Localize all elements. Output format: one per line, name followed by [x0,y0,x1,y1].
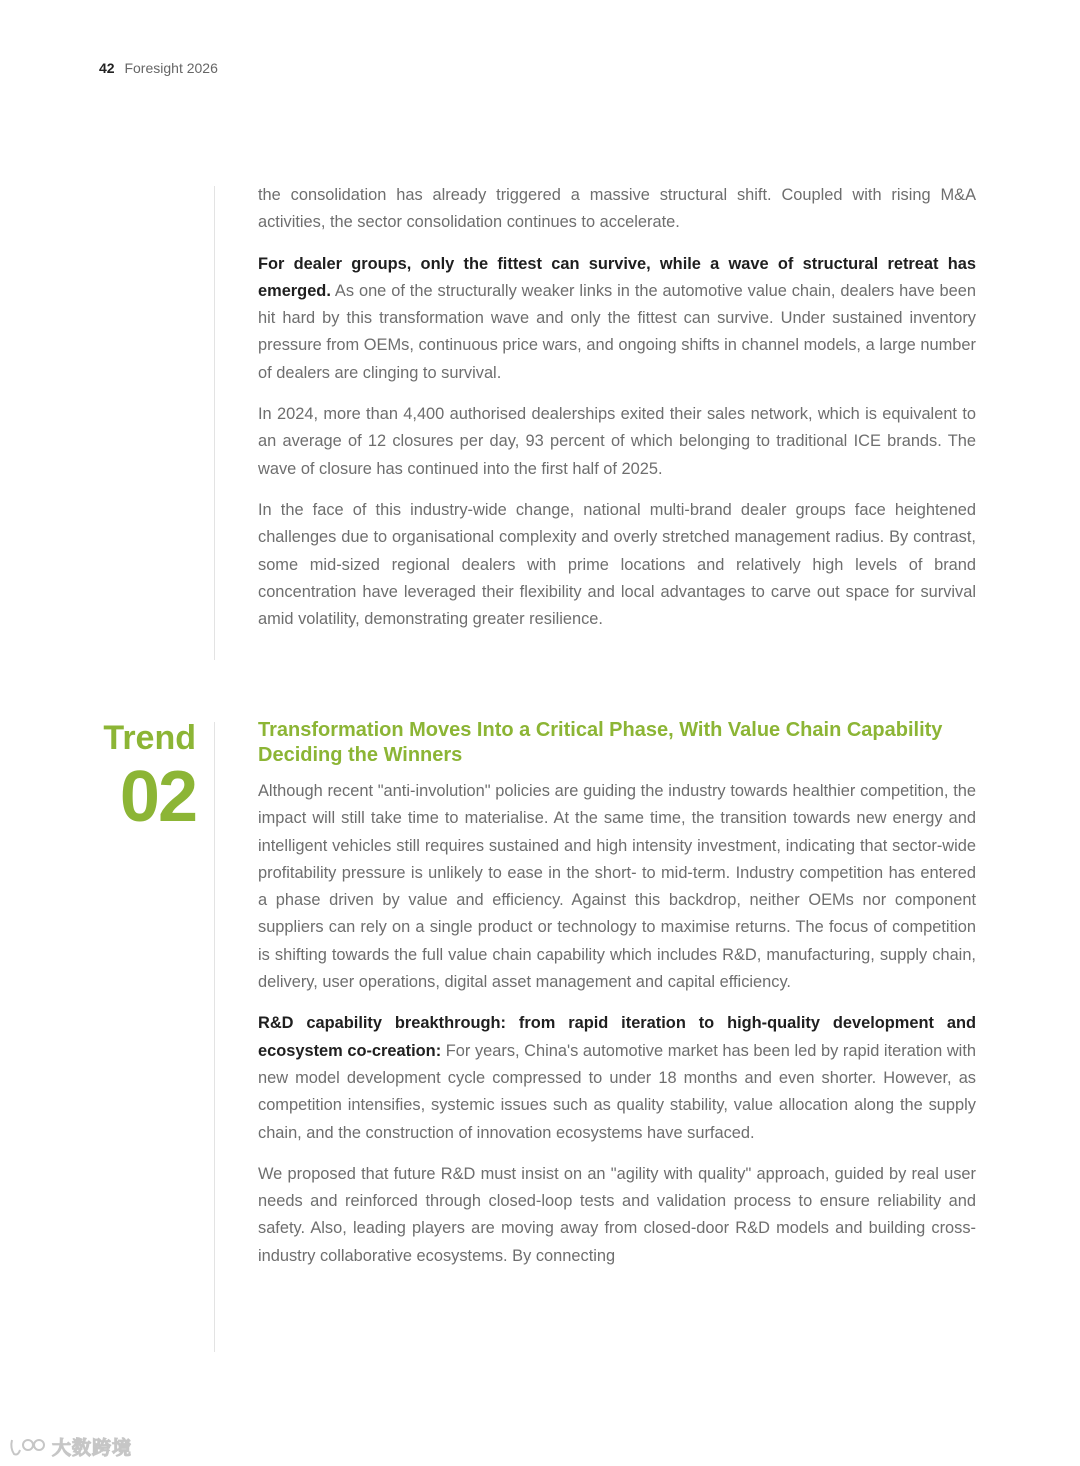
publication-title: Foresight 2026 [124,60,218,76]
paragraph-anti-involution: Although recent "anti-involution" policies are guiding the industry towards healthier competition, the impact will still take time to materialise. At the same time, the transition towards new energy and intelligent vehicles still requires sustained and high intensity investment, indicating that sector-wide profitability pressure is unlikely to ease in the short- to mid-term. Industry competition has entered a phase driven by value and efficiency. Against this backdrop, neither OEMs nor component suppliers can rely on a single product or technology to maximise returns. The focus of competition is shifting towards the full value chain capability which includes R&D, manufacturing, supply chain, delivery, user operations, digital asset management and capital efficiency. [258,782,976,992]
paragraph-dealer-groups-lead: For dealer groups, only the fittest can survive, while a wave of structural retreat has emerged. [258,254,976,300]
paragraph-rd-capability-lead: R&D capability breakthrough: from rapid iteration to high-quality development and ecosystem co-creation: [258,1014,976,1060]
paragraph-agility-quality: We proposed that future R&D must insist on an "agility with quality" approach, guided by real user needs and reinforced through closed-loop tests and validation process to ensure reliability and safety. Also, leading players are moving away from closed-door R&D models and building cross-industry collaborative ecosystems. By connecting [258,1164,976,1265]
paragraph-regional-dealers: In the face of this industry-wide change, national multi-brand dealer groups face heightened challenges due to organisational complexity and overly stretched management radius. By contrast, some mid-sized regional dealers with prime locations and relatively high levels of brand concentration have leveraged their flexibility and local advantages to carve out space for survival amid volatility, demonstrating greater resilience. [258,500,976,629]
watermark-text: 大数跨境 [52,1437,133,1459]
page-header [99,60,218,76]
paragraph-rd-capability-body: For years, China's automotive market has been led by rapid iteration with new model development cycle compressed to under 18 months and even shorter. However, as competition intensifies, systemic issues such as quality stability, value allocation along the supply chain, and the construction of innovation ecosystems have surfaced. [258,1041,976,1142]
body-text-trend [258,718,976,1284]
paragraph-dealership-exits: In 2024, more than 4,400 authorised dealerships exited their sales network, which is equivalent to an average of 12 closures per day, 93 percent of which belonging to traditional ICE brands. The wave of closure has continued into the first half of 2025. [258,405,976,478]
trend-number: 02 [119,757,196,837]
body-text-top [258,182,976,647]
paragraph-consolidation: the consolidation has already triggered a massive structural shift. Coupled with rising M&A activities, the sector consolidation continues to accelerate. [258,186,976,232]
watermark-logo-icon [8,1436,48,1458]
paragraph-rd-capability [258,1010,976,1146]
paragraph-dealer-groups [258,251,976,387]
watermark [8,1433,132,1460]
trend-label: Trend [103,719,196,757]
page-number: 42 [99,60,115,76]
section-heading: Transformation Moves Into a Critical Phase, With Value Chain Capability Deciding the Winners [258,719,943,766]
paragraph-dealer-groups-body: As one of the structurally weaker links in the automotive value chain, dealers have been hit hard by this transformation wave and only the fittest can survive. Under sustained inventory pressure from OEMs, continuous price wars, and ongoing shifts in channel models, a large number of dealers are clinging to survival. [258,281,976,382]
margin-rule-bottom [214,722,215,1352]
margin-rule-top [214,186,215,660]
